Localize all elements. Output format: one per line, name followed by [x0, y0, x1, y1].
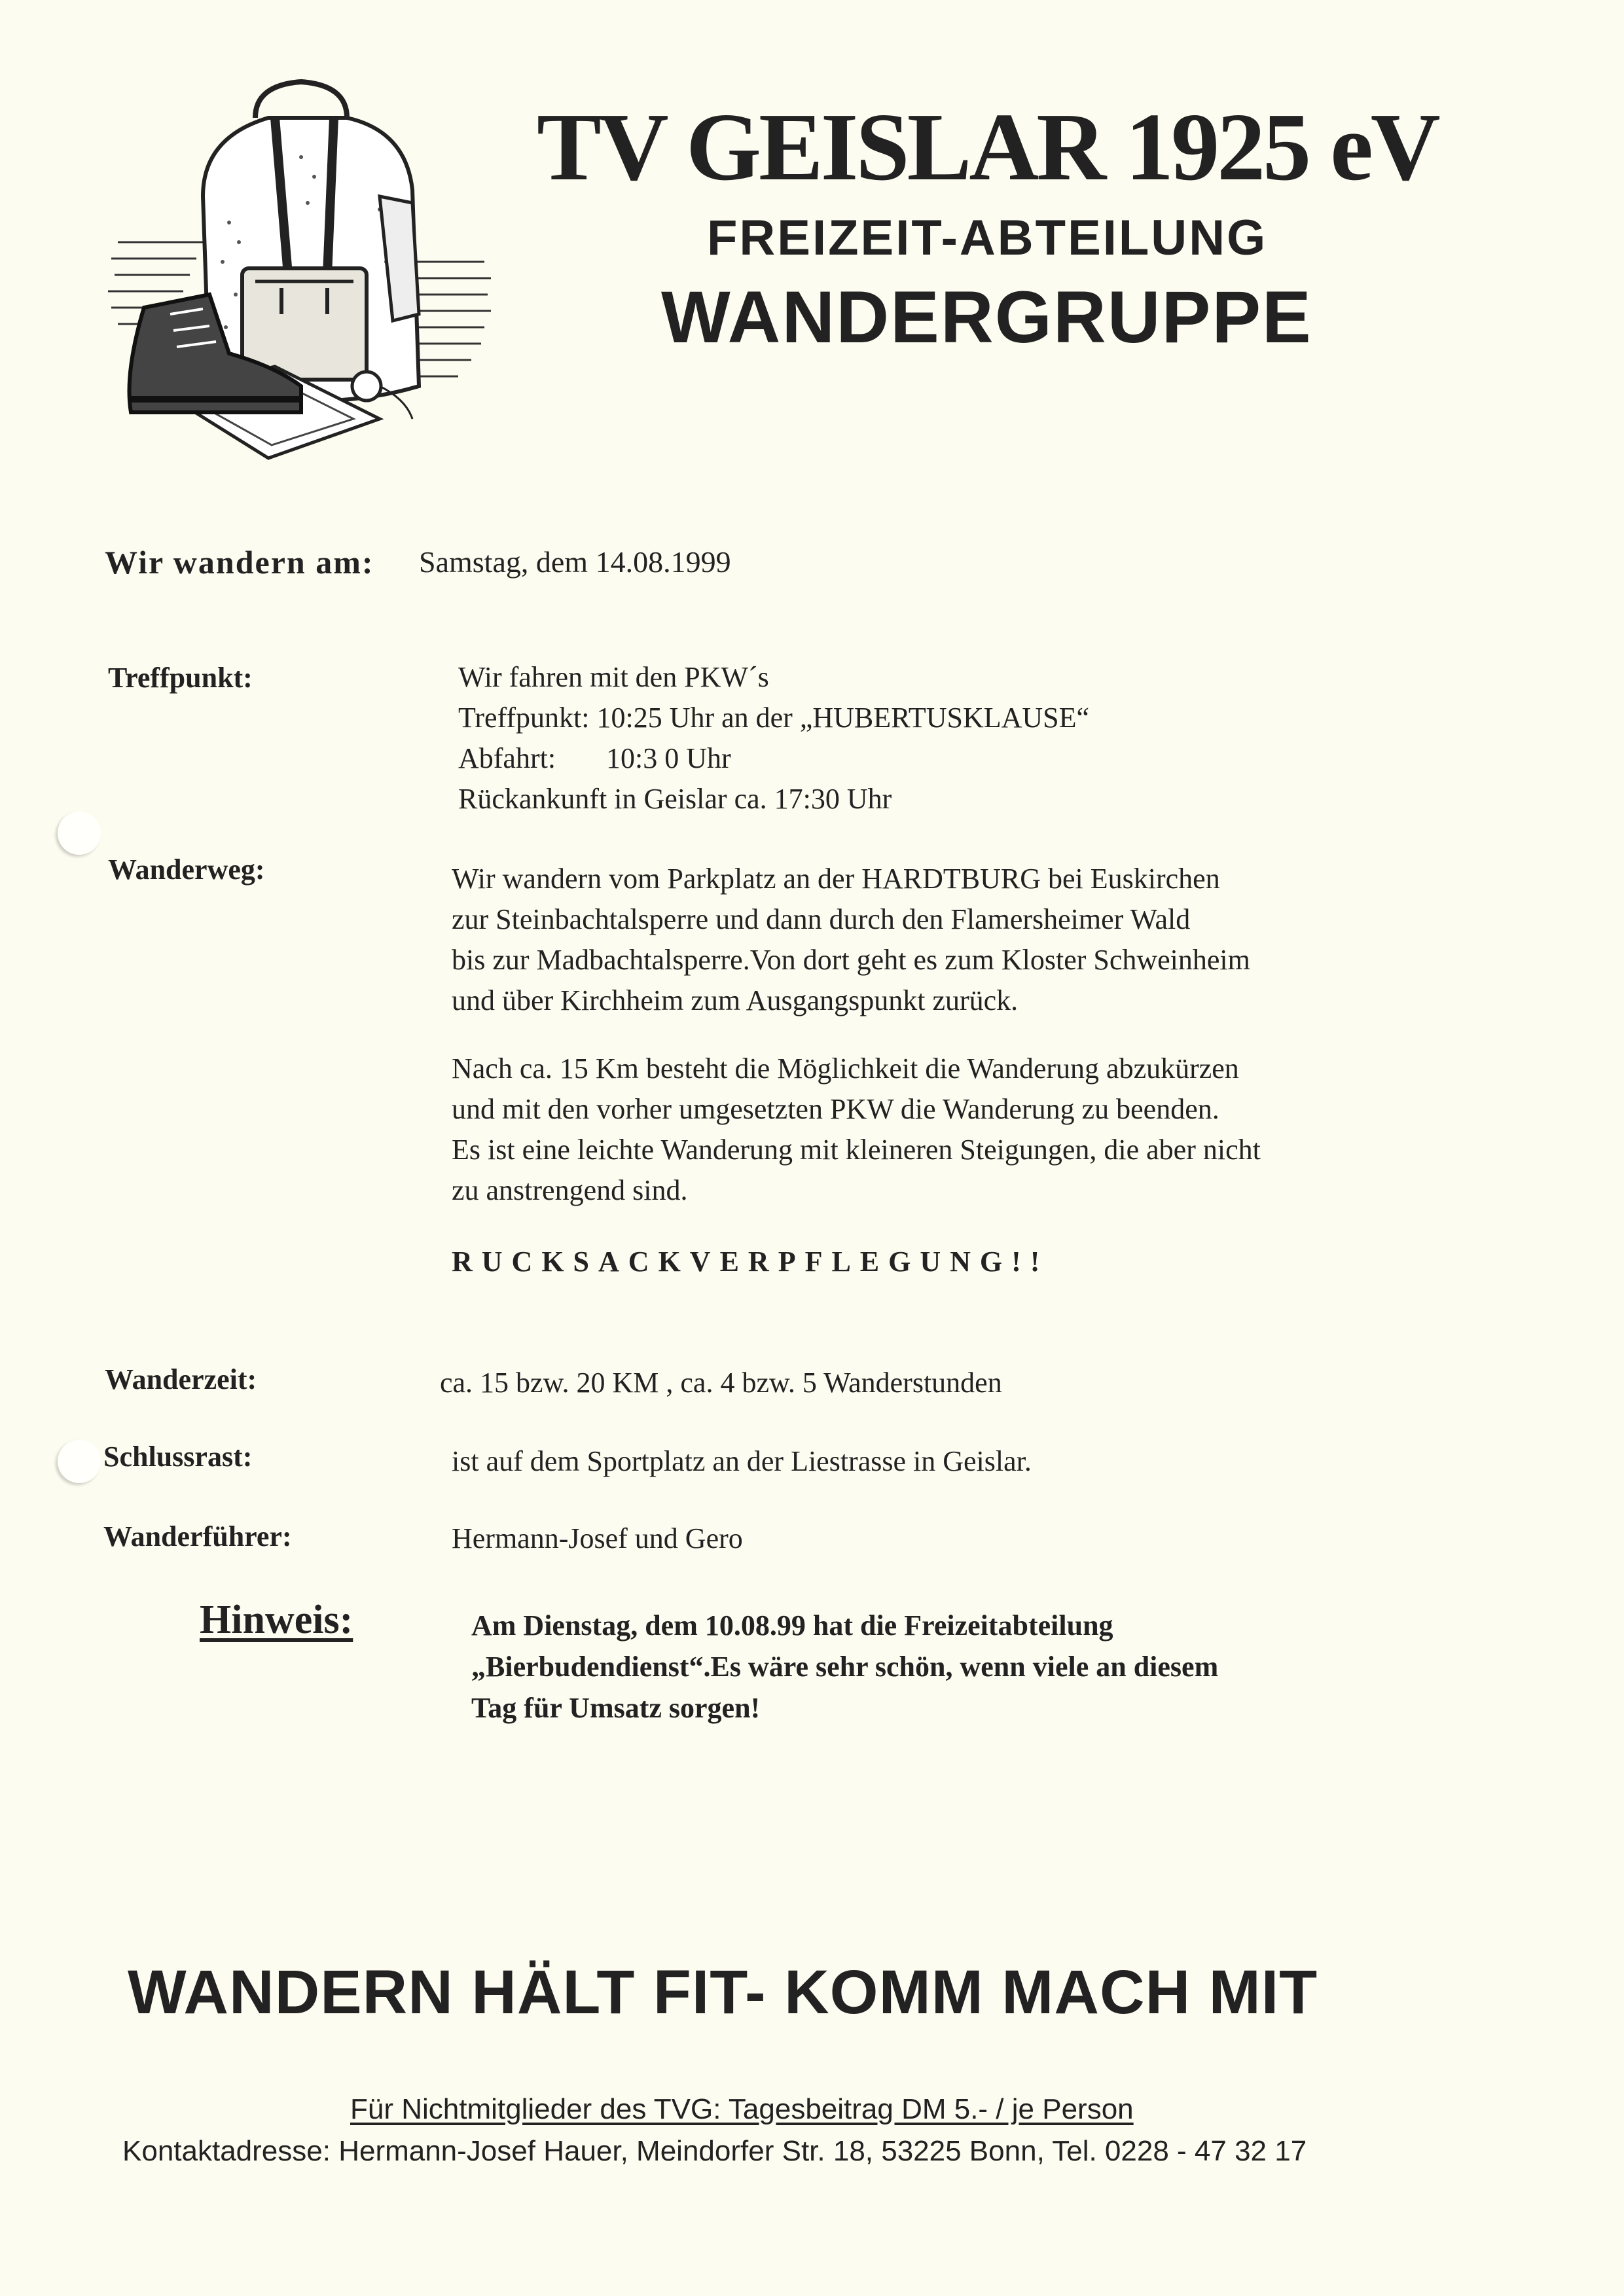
date-label: Wir wandern am: — [105, 544, 374, 581]
backpack-and-hiking-boot-icon — [105, 79, 497, 478]
note-label: Hinweis: — [200, 1598, 353, 1642]
club-name: TV GEISLAR 1925 eV — [537, 94, 1438, 201]
punch-hole — [58, 1440, 101, 1483]
meeting-line: Rückankunft in Geislar ca. 17:30 Uhr — [458, 783, 892, 815]
punch-hole — [58, 812, 101, 855]
meeting-details — [458, 657, 1089, 819]
route-notes — [452, 1049, 1261, 1211]
route-line: und über Kirchheim zum Ausgangspunkt zurück. — [452, 984, 1019, 1016]
guides-label: Wanderführer: — [103, 1520, 292, 1552]
meeting-line: Treffpunkt: 10:25 Uhr an der „HUBERTUSKLAUSE“ — [458, 702, 1090, 734]
route-line: zu anstrengend sind. — [452, 1174, 688, 1206]
duration-label: Wanderzeit: — [105, 1363, 257, 1395]
route-label: Wanderweg: — [108, 853, 265, 886]
route-line: bis zur Madbachtalsperre.Von dort geht es zum Kloster Schweinheim — [452, 944, 1250, 976]
meeting-line: Wir fahren mit den PKW´s — [458, 661, 769, 693]
note-line: Tag für Umsatz sorgen! — [471, 1692, 761, 1724]
route-description — [452, 859, 1250, 1021]
guides-value: Hermann-Josef und Gero — [452, 1522, 743, 1554]
note-line: Am Dienstag, dem 10.08.99 hat die Freizeitabteilung — [471, 1609, 1113, 1641]
route-line: Nach ca. 15 Km besteht die Möglichkeit die Wanderung abzukürzen — [452, 1052, 1239, 1085]
note-line: „Bierbudendienst“.Es wäre sehr schön, wenn viele an diesem — [471, 1651, 1219, 1683]
group-title: WANDERGRUPPE — [661, 276, 1312, 358]
provisions-note: RUCKSACKVERPFLEGUNG!! — [452, 1246, 1049, 1278]
slogan: WANDERN HÄLT FIT- KOMM MACH MIT — [128, 1958, 1318, 2027]
duration-value: ca. 15 bzw. 20 KM , ca. 4 bzw. 5 Wanderstunden — [440, 1367, 1002, 1399]
route-line: und mit den vorher umgesetzten PKW die Wanderung zu beenden. — [452, 1093, 1219, 1125]
route-line: Es ist eine leichte Wanderung mit kleineren Steigungen, die aber nicht — [452, 1134, 1261, 1166]
route-line: Wir wandern vom Parkplatz an der HARDTBURG bei Euskirchen — [452, 863, 1220, 895]
contact-address: Kontaktadresse: Hermann-Josef Hauer, Meindorfer Str. 18, 53225 Bonn, Tel. 0228 - 47 32 17 — [122, 2135, 1307, 2167]
date-value: Samstag, dem 14.08.1999 — [419, 545, 731, 579]
route-line: zur Steinbachtalsperre und dann durch den Flamersheimer Wald — [452, 903, 1191, 935]
final-rest-label: Schlussrast: — [103, 1441, 253, 1473]
meeting-line: Abfahrt: 10:3 0 Uhr — [458, 742, 731, 774]
department-title: FREIZEIT-ABTEILUNG — [707, 210, 1268, 266]
final-rest-value: ist auf dem Sportplatz an der Liestrasse in Geislar. — [452, 1445, 1032, 1477]
meeting-label: Treffpunkt: — [108, 662, 253, 694]
fee-note: Für Nichtmitglieder des TVG: Tagesbeitrag DM 5.- / je Person — [350, 2093, 1134, 2125]
note-text — [471, 1605, 1218, 1729]
